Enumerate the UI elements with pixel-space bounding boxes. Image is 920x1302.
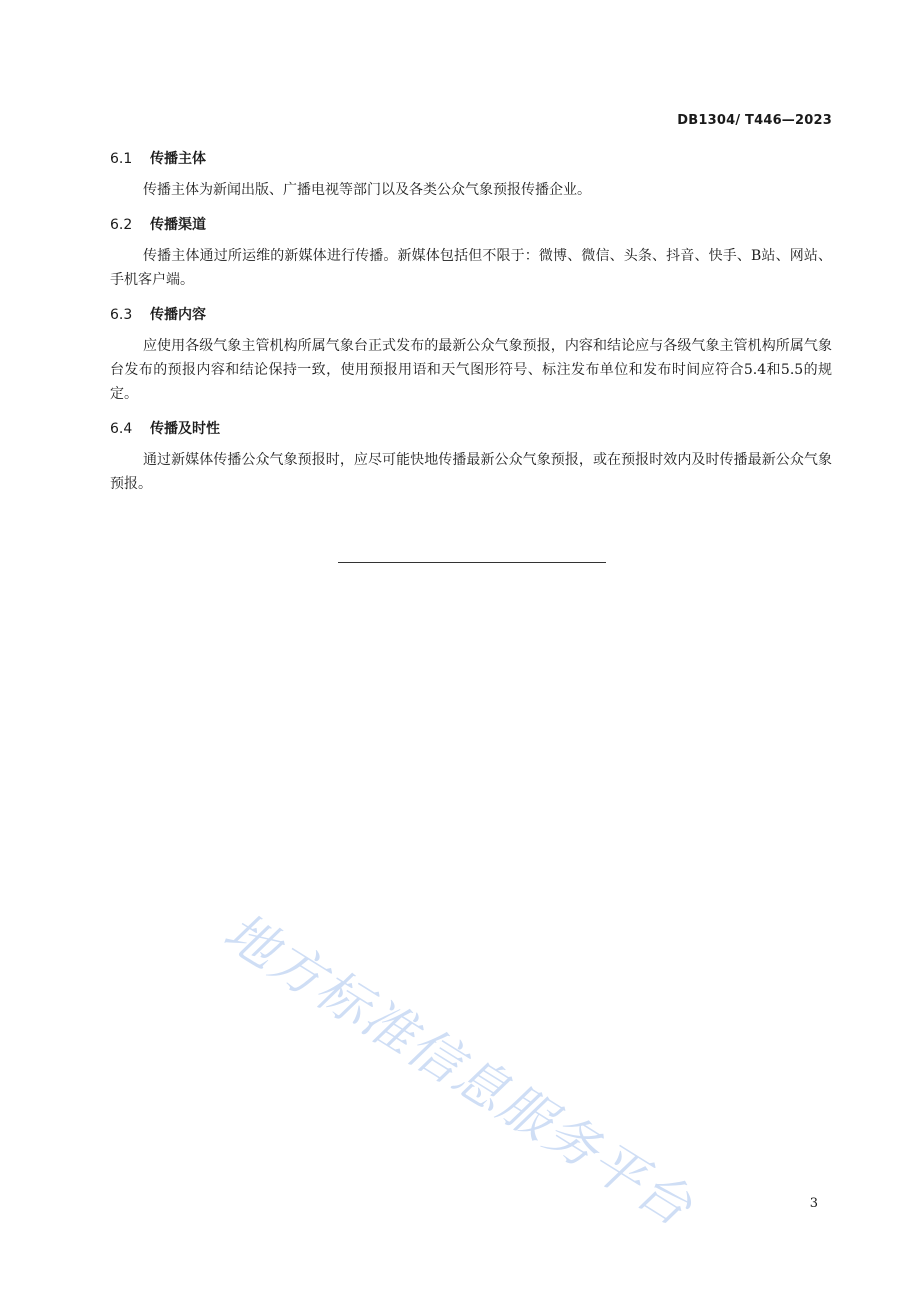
section-heading <box>110 148 832 170</box>
section-title: 传播内容 <box>150 307 206 323</box>
end-of-document-rule <box>338 562 606 563</box>
section-number: 6.2 <box>110 217 133 233</box>
section-title: 传播及时性 <box>150 421 220 437</box>
section-paragraph: 通过新媒体传播公众气象预报时，应尽可能快地传播最新公众气象预报，或在预报时效内及时传播最新公众气象预报。 <box>110 452 832 492</box>
section-heading <box>110 418 832 440</box>
document-code: DB1304/ T446—2023 <box>677 113 832 128</box>
section-6-4 <box>110 418 832 496</box>
section-number: 6.3 <box>110 307 133 323</box>
section-number: 6.4 <box>110 421 133 437</box>
section-paragraph: 应使用各级气象主管机构所属气象台正式发布的最新公众气象预报，内容和结论应与各级气象主管机构所属气象台发布的预报内容和结论保持一致，使用预报用语和天气图形符号、标注发布单位和发布时间应符合5.4和5.5的规定。 <box>110 338 832 402</box>
section-heading <box>110 304 832 326</box>
section-number: 6.1 <box>110 151 133 167</box>
section-paragraph: 传播主体通过所运维的新媒体进行传播。新媒体包括但不限于：微博、微信、头条、抖音、快手、B站、网站、手机客户端。 <box>110 248 832 288</box>
section-title: 传播主体 <box>150 151 206 167</box>
document-body <box>110 148 832 508</box>
section-6-3 <box>110 304 832 406</box>
section-6-2 <box>110 214 832 292</box>
page-number: 3 <box>809 1196 818 1211</box>
section-6-1 <box>110 148 832 202</box>
section-title: 传播渠道 <box>150 217 206 233</box>
watermark: 地方标准信息服务平台 <box>213 901 703 1239</box>
section-paragraph: 传播主体为新闻出版、广播电视等部门以及各类公众气象预报传播企业。 <box>143 182 591 198</box>
section-heading <box>110 214 832 236</box>
